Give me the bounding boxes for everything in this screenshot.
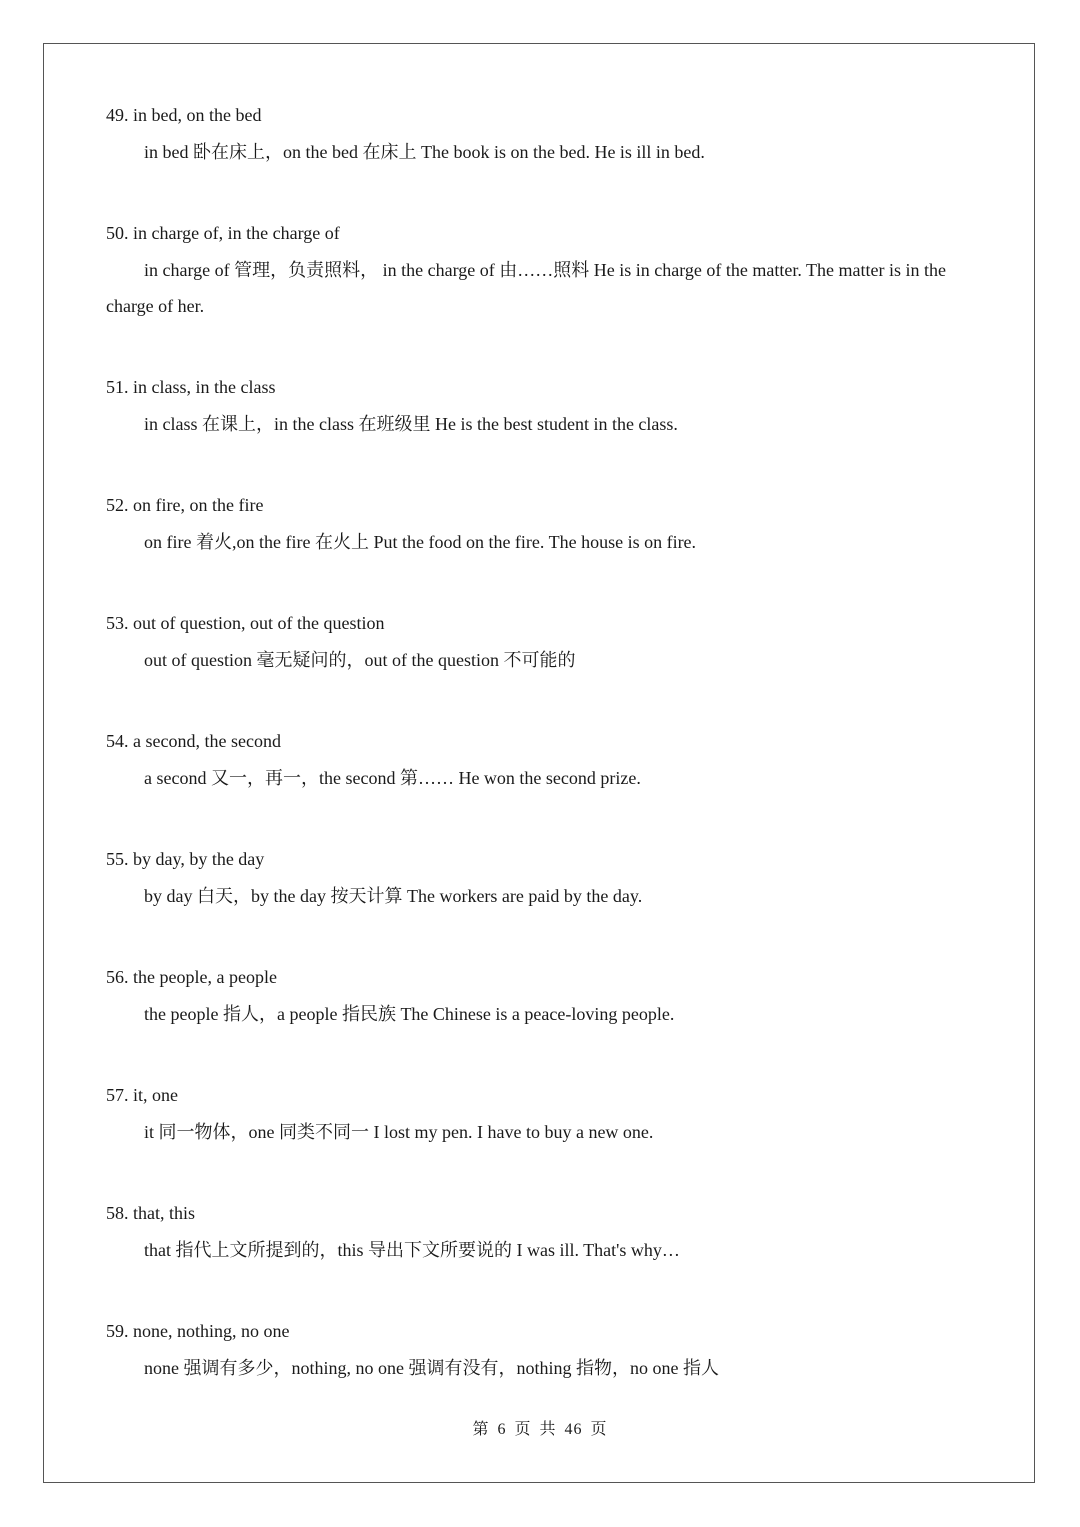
footer-suffix: 页 [590,1421,608,1438]
entry-body: it 同一物体，one 同类不同一 I lost my pen. I have to buy a new one. [144,1122,654,1142]
entry-title: 50. in charge of, in the charge of [106,223,340,243]
entry-59 [106,1316,986,1386]
entry-body: in charge of 管理，负责照料， in the charge of 由……照料 He is in charge of the matter. The matter is in the charge of her. [106,260,946,316]
entry-title: 57. it, one [106,1085,178,1105]
entry-body: on fire 着火,on the fire 在火上 Put the food on the fire. The house is on fire. [144,532,697,552]
entry-body: in class 在课上，in the class 在班级里 He is the best student in the class. [144,414,678,434]
entry-body: that 指代上文所提到的，this 导出下文所要说的 I was ill. That's why… [144,1240,680,1260]
entry-title: 53. out of question, out of the question [106,613,385,633]
entry-body: by day 白天，by the day 按天计算 The workers are paid by the day. [144,886,643,906]
entry-title: 59. none, nothing, no one [106,1321,290,1341]
entry-title: 52. on fire, on the fire [106,495,264,515]
entry-title: 54. a second, the second [106,731,281,751]
entry-57 [106,1080,986,1150]
entry-title: 56. the people, a people [106,967,277,987]
page-number-footer [0,1416,1080,1439]
footer-prefix: 第 [472,1421,490,1438]
entry-body: the people 指人，a people 指民族 The Chinese is a peace-loving people. [144,1004,675,1024]
entry-52 [106,490,986,560]
entry-title: 55. by day, by the day [106,849,265,869]
entry-51 [106,372,986,442]
footer-total-pages: 46 [564,1421,583,1438]
entry-55 [106,844,986,914]
entry-53 [106,608,986,678]
entry-54 [106,726,986,796]
entry-body: out of question 毫无疑问的，out of the question 不可能的 [144,650,576,670]
entry-56 [106,962,986,1032]
footer-page-unit: 页 [514,1421,532,1438]
entry-body: a second 又一，再一，the second 第…… He won the second prize. [144,768,641,788]
entry-58 [106,1198,986,1268]
entry-50 [106,218,986,324]
entry-title: 58. that, this [106,1203,195,1223]
entry-body: none 强调有多少，nothing, no one 强调有没有，nothing 指物，no one 指人 [144,1358,719,1378]
footer-current-page: 6 [497,1421,507,1438]
entry-title: 49. in bed, on the bed [106,105,262,125]
entry-body: in bed 卧在床上，on the bed 在床上 The book is on the bed. He is ill in bed. [144,142,705,162]
entry-title: 51. in class, in the class [106,377,276,397]
document-content [106,100,986,1386]
footer-total-label: 共 [539,1421,557,1438]
entry-49 [106,100,986,170]
